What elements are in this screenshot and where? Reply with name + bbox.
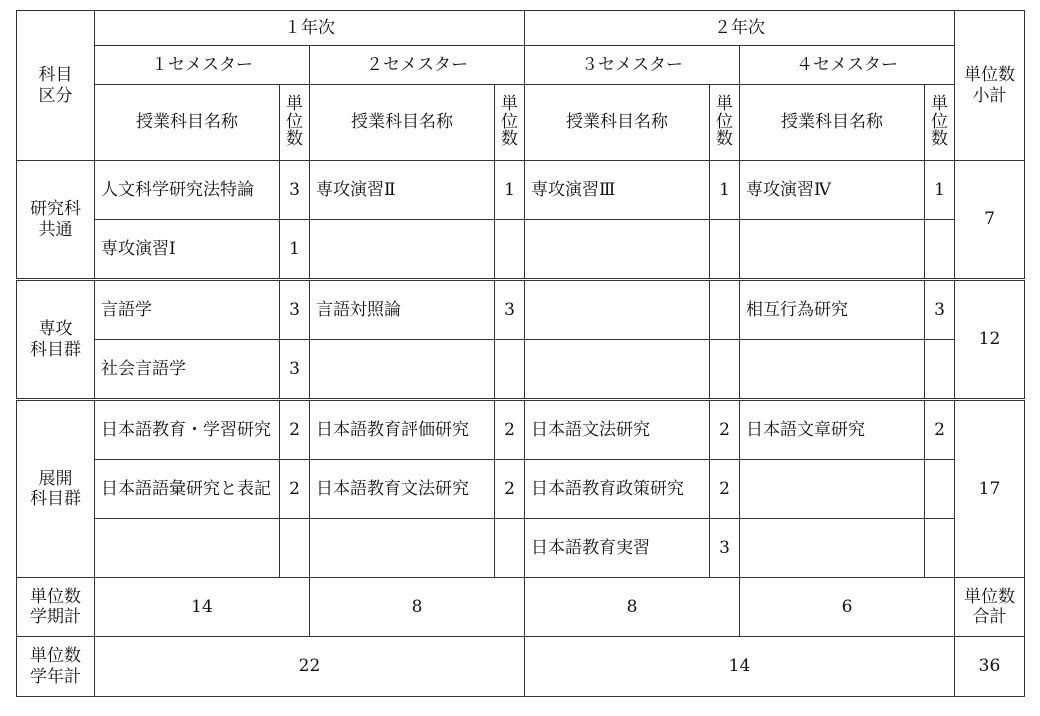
course-units-cell: [495, 220, 525, 280]
course-name-cell: 日本語文章研究: [740, 400, 925, 460]
course-name-header: 授業科目名称: [95, 85, 280, 161]
table-row: [17, 460, 1025, 519]
course-name-cell: [95, 519, 280, 578]
course-name-cell: 言語学: [95, 280, 280, 340]
semester-total-value: 8: [525, 578, 740, 637]
course-units-cell: 2: [710, 460, 740, 519]
semester1-header: １セメスター: [95, 46, 310, 85]
table-row: [17, 340, 1025, 400]
course-name-cell: 専攻演習Ⅲ: [525, 161, 710, 220]
course-name-cell: [310, 340, 495, 400]
course-name-cell: [740, 220, 925, 280]
course-units-cell: [925, 340, 955, 400]
year-total-value: 14: [525, 637, 955, 697]
table-row: [17, 161, 1025, 220]
course-name-cell: [310, 220, 495, 280]
course-name-cell: [740, 340, 925, 400]
year2-header: ２年次: [525, 11, 955, 46]
course-units-cell: [495, 340, 525, 400]
course-units-cell: 1: [925, 161, 955, 220]
course-units-cell: [710, 220, 740, 280]
course-name-cell: 専攻演習Ⅳ: [740, 161, 925, 220]
semester-total-value: 8: [310, 578, 525, 637]
course-units-cell: 3: [925, 280, 955, 340]
semester-total-value: 14: [95, 578, 310, 637]
course-name-cell: 専攻演習Ⅱ: [310, 161, 495, 220]
category-label: 研究科 共通: [17, 161, 95, 280]
curriculum-table: [16, 10, 1025, 697]
course-name-cell: 専攻演習I: [95, 220, 280, 280]
course-units-cell: 2: [925, 400, 955, 460]
table-row: [17, 280, 1025, 340]
course-name-cell: 日本語教育文法研究: [310, 460, 495, 519]
course-name-cell: 日本語教育実習: [525, 519, 710, 578]
semester4-header: ４セメスター: [740, 46, 955, 85]
course-name-cell: [310, 519, 495, 578]
course-units-cell: [925, 519, 955, 578]
units-header: 単 位 数: [925, 85, 955, 161]
year-total-value: 22: [95, 637, 525, 697]
course-name-cell: [525, 280, 710, 340]
course-name-cell: 人文科学研究法特論: [95, 161, 280, 220]
category-label: 展開 科目群: [17, 400, 95, 578]
semester2-header: ２セメスター: [310, 46, 525, 85]
course-name-header: 授業科目名称: [310, 85, 495, 161]
course-units-cell: 1: [710, 161, 740, 220]
year-totals-label: 単位数 学年計: [17, 637, 95, 697]
course-units-cell: [925, 460, 955, 519]
course-name-cell: 言語対照論: [310, 280, 495, 340]
course-name-cell: 相互行為研究: [740, 280, 925, 340]
course-units-cell: 1: [495, 161, 525, 220]
course-units-cell: 2: [280, 460, 310, 519]
course-units-cell: 3: [710, 519, 740, 578]
units-header: 単 位 数: [280, 85, 310, 161]
course-name-cell: [525, 220, 710, 280]
year1-header: １年次: [95, 11, 525, 46]
course-units-cell: 2: [280, 400, 310, 460]
table-row: [17, 220, 1025, 280]
unit-subtotal-cell: 17: [955, 400, 1025, 578]
unit-subtotal-cell: 7: [955, 161, 1025, 280]
table-row: [17, 519, 1025, 578]
category-header: 科目 区分: [17, 11, 95, 161]
course-units-cell: [925, 220, 955, 280]
units-header: 単 位 数: [710, 85, 740, 161]
semester-totals-label: 単位数 学期計: [17, 578, 95, 637]
course-units-cell: 2: [495, 400, 525, 460]
course-name-cell: [525, 340, 710, 400]
category-label: 専攻 科目群: [17, 280, 95, 400]
course-units-cell: [710, 340, 740, 400]
year-totals-row: [17, 637, 1025, 697]
course-units-cell: 2: [495, 460, 525, 519]
course-units-cell: 3: [280, 340, 310, 400]
course-units-cell: [495, 519, 525, 578]
course-name-cell: 日本語語彙研究と表記: [95, 460, 280, 519]
grand-total-label: 単位数 合計: [955, 578, 1025, 637]
semester-totals-row: [17, 578, 1025, 637]
course-name-header: 授業科目名称: [525, 85, 710, 161]
course-name-header: 授業科目名称: [740, 85, 925, 161]
course-name-cell: 社会言語学: [95, 340, 280, 400]
units-header: 単 位 数: [495, 85, 525, 161]
semester3-header: ３セメスター: [525, 46, 740, 85]
grand-total-value: 36: [955, 637, 1025, 697]
course-units-cell: 2: [710, 400, 740, 460]
course-units-cell: 3: [280, 161, 310, 220]
course-units-cell: 1: [280, 220, 310, 280]
course-units-cell: [280, 519, 310, 578]
course-name-cell: [740, 519, 925, 578]
course-units-cell: [710, 280, 740, 340]
unit-subtotal-cell: 12: [955, 280, 1025, 400]
course-units-cell: 3: [495, 280, 525, 340]
semester-total-value: 6: [740, 578, 955, 637]
course-name-cell: 日本語教育・学習研究: [95, 400, 280, 460]
course-name-cell: 日本語教育政策研究: [525, 460, 710, 519]
table-row: [17, 400, 1025, 460]
unit-subtotal-header: 単位数 小計: [955, 11, 1025, 161]
course-units-cell: 3: [280, 280, 310, 340]
course-name-cell: 日本語文法研究: [525, 400, 710, 460]
course-name-cell: 日本語教育評価研究: [310, 400, 495, 460]
course-name-cell: [740, 460, 925, 519]
